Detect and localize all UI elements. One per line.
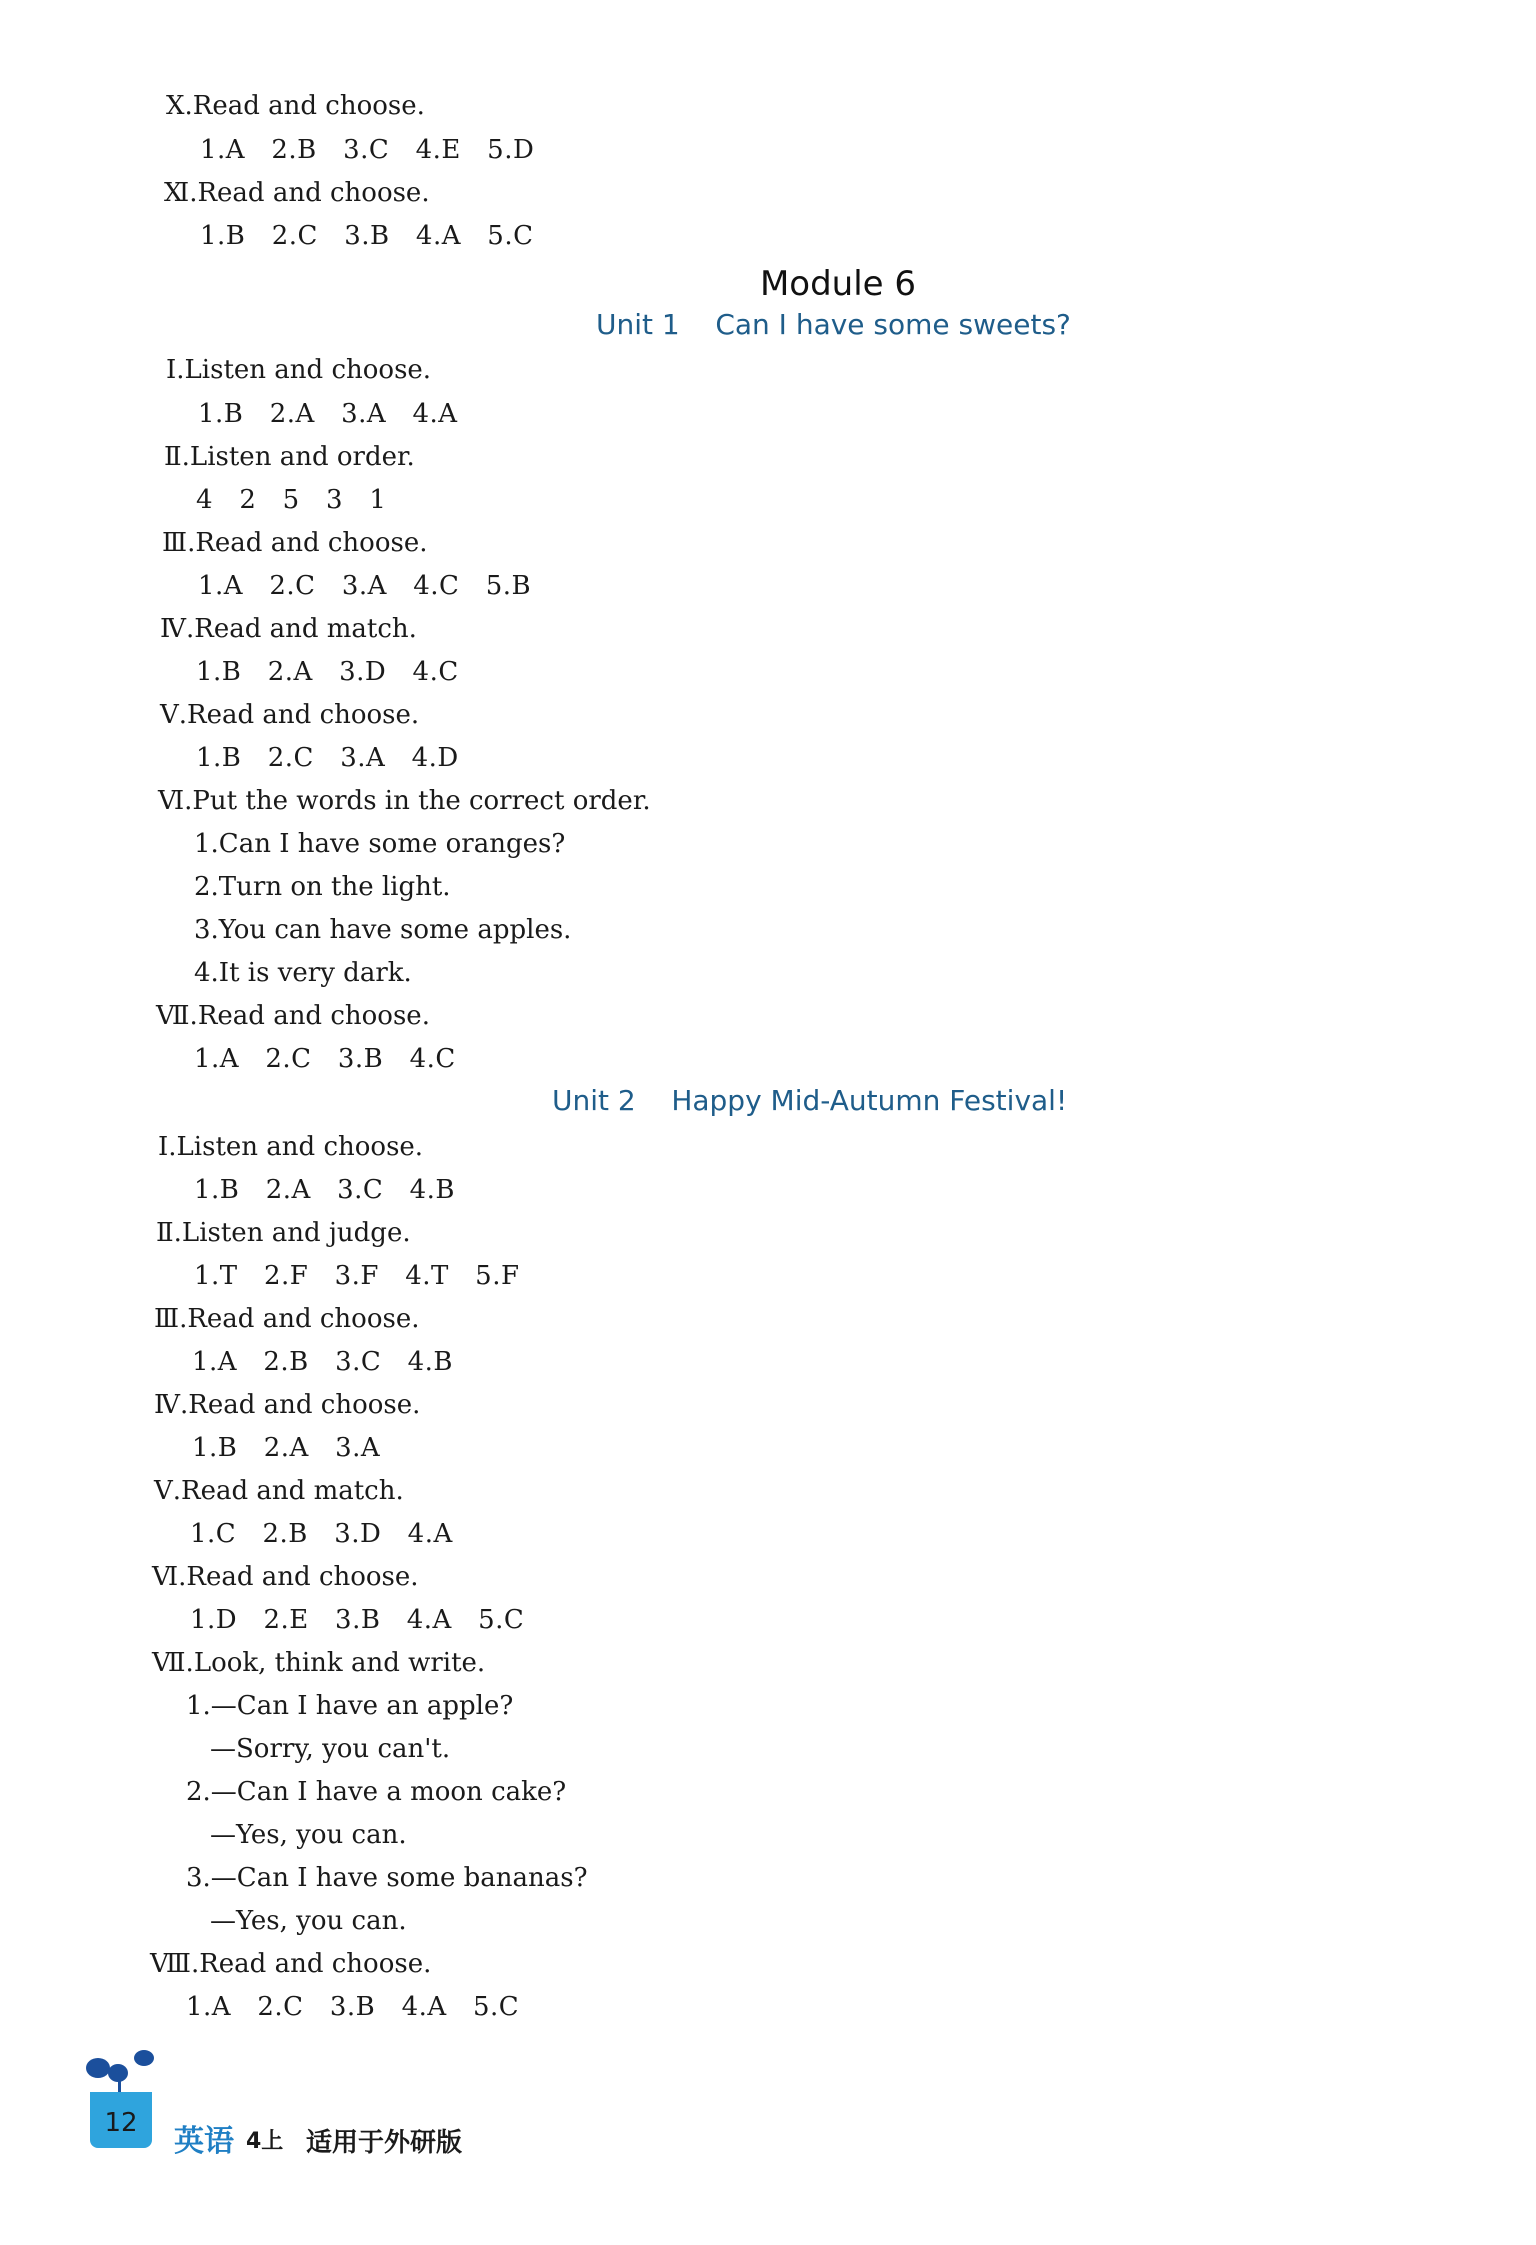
answer-line: 1.A 2.C 3.B 4.A 5.C xyxy=(186,1992,520,2022)
section-heading: Ⅳ.Read and choose. xyxy=(154,1390,421,1420)
section-heading: Ⅰ.Listen and choose. xyxy=(166,355,432,385)
answer-line: 1.A 2.B 3.C 4.B xyxy=(192,1347,453,1377)
dialogue-answer: —Sorry, you can't. xyxy=(210,1734,451,1764)
answer-line: 4 2 5 3 1 xyxy=(196,485,387,515)
section-heading: Ⅶ.Read and choose. xyxy=(156,1001,430,1031)
answer-line: 1.A 2.C 3.A 4.C 5.B xyxy=(198,571,532,601)
answer-sentence: 1.Can I have some oranges? xyxy=(194,829,566,859)
answer-line: 1.B 2.A 3.A xyxy=(192,1433,381,1463)
answer-line: 1.D 2.E 3.B 4.A 5.C xyxy=(190,1605,525,1635)
plant-leaf-icon xyxy=(134,2050,154,2066)
dialogue-answer: —Yes, you can. xyxy=(210,1820,407,1850)
unit-2-title: Unit 2 Happy Mid-Autumn Festival! xyxy=(552,1084,1068,1117)
unit-1-title: Unit 1 Can I have some sweets? xyxy=(596,308,1071,341)
answer-line: 1.T 2.F 3.F 4.T 5.F xyxy=(194,1261,520,1291)
answer-line: 1.B 2.A 3.A 4.A xyxy=(198,399,458,429)
section-heading: Ⅴ.Read and choose. xyxy=(160,700,420,730)
section-heading: Ⅲ.Read and choose. xyxy=(154,1304,420,1334)
section-heading: Ⅱ.Listen and order. xyxy=(164,442,415,472)
page-number: 12 xyxy=(104,2108,138,2138)
dialogue-question: 2.—Can I have a moon cake? xyxy=(186,1777,567,1807)
answer-line: 1.B 2.C 3.B 4.A 5.C xyxy=(200,221,534,251)
section-heading: Ⅴ.Read and match. xyxy=(154,1476,404,1506)
dialogue-question: 3.—Can I have some bananas? xyxy=(186,1863,588,1893)
footer-subject: 英语 xyxy=(174,2124,234,2159)
answer-sentence: 3.You can have some apples. xyxy=(194,915,572,945)
dialogue-question: 1.—Can I have an apple? xyxy=(186,1691,514,1721)
section-heading: Ⅹ.Read and choose. xyxy=(166,91,425,121)
section-heading: Ⅵ.Put the words in the correct order. xyxy=(158,786,651,816)
section-heading: Ⅰ.Listen and choose. xyxy=(158,1132,424,1162)
answer-sentence: 4.It is very dark. xyxy=(194,958,412,988)
answer-line: 1.B 2.A 3.C 4.B xyxy=(194,1175,455,1205)
answer-line: 1.C 2.B 3.D 4.A xyxy=(190,1519,453,1549)
answer-line: 1.A 2.B 3.C 4.E 5.D xyxy=(200,135,535,165)
section-heading: Ⅺ.Read and choose. xyxy=(164,178,430,208)
dialogue-answer: —Yes, you can. xyxy=(210,1906,407,1936)
answer-line: 1.A 2.C 3.B 4.C xyxy=(194,1044,456,1074)
module-title: Module 6 xyxy=(759,264,917,304)
section-heading: Ⅶ.Look, think and write. xyxy=(152,1648,486,1678)
answer-line: 1.B 2.C 3.A 4.D xyxy=(196,743,459,773)
section-heading: Ⅵ.Read and choose. xyxy=(152,1562,419,1592)
plant-leaf-icon xyxy=(86,2058,110,2078)
footer-edition: 适用于外研版 xyxy=(306,2128,463,2158)
section-heading: Ⅲ.Read and choose. xyxy=(162,528,428,558)
page-footer xyxy=(86,2050,506,2160)
section-heading: Ⅳ.Read and match. xyxy=(160,614,417,644)
section-heading: Ⅷ.Read and choose. xyxy=(150,1949,432,1979)
answer-sentence: 2.Turn on the light. xyxy=(194,872,451,902)
footer-grade: 4上 xyxy=(246,2129,284,2154)
answer-line: 1.B 2.A 3.D 4.C xyxy=(196,657,459,687)
plant-stem xyxy=(118,2070,121,2094)
section-heading: Ⅱ.Listen and judge. xyxy=(156,1218,411,1248)
